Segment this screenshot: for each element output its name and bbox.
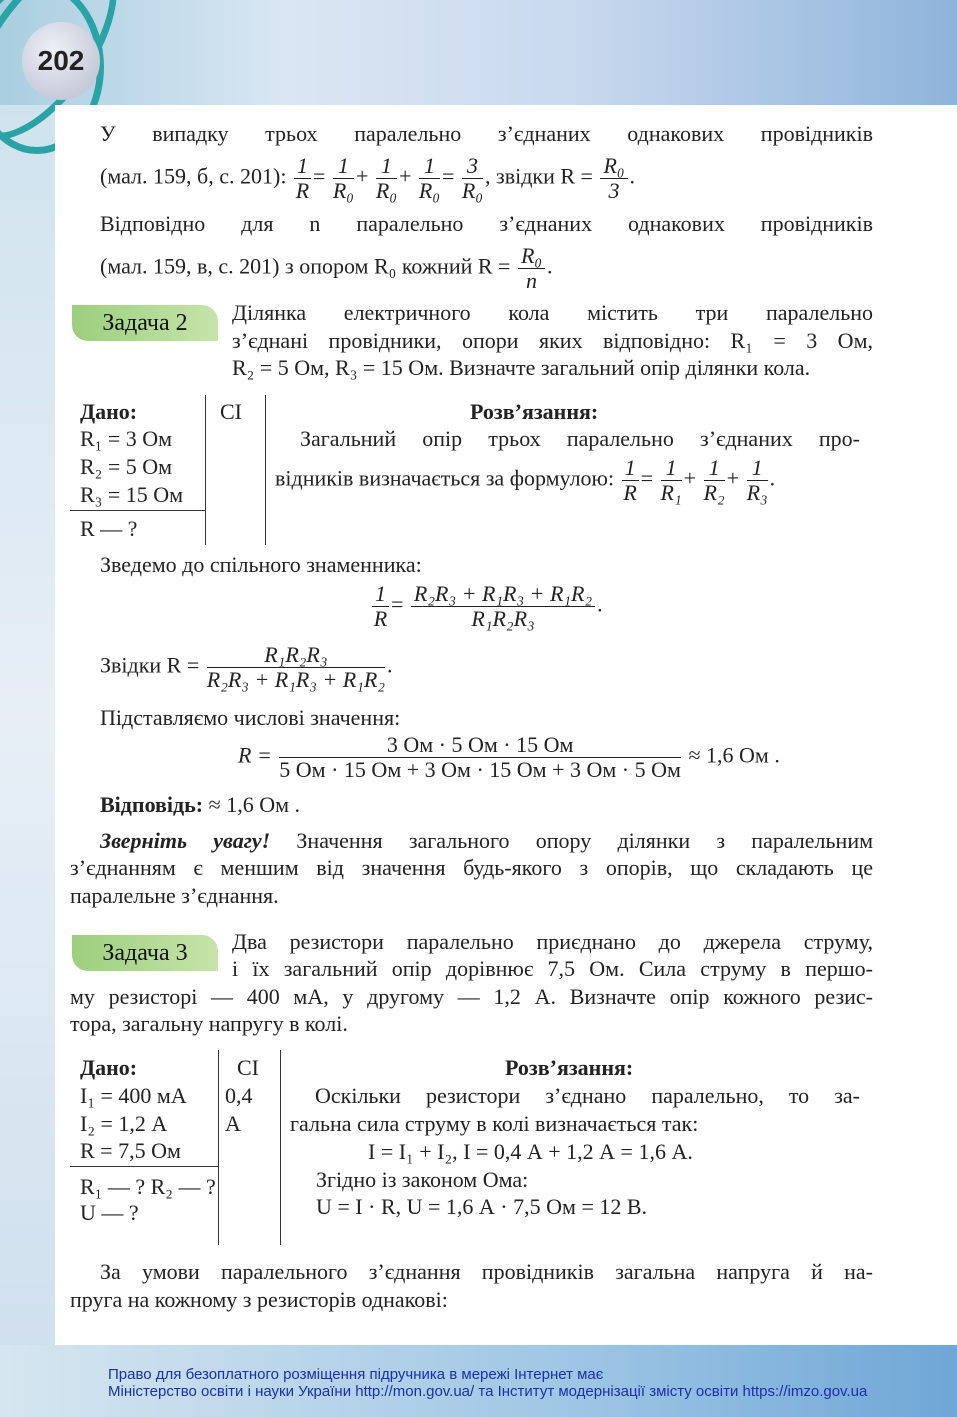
find-value: U — ? bbox=[80, 1200, 139, 1225]
text: (мал. 159, б, с. 201): bbox=[100, 163, 287, 189]
text-line: Підставляємо числові значення: bbox=[100, 705, 401, 730]
text: , звідки R = bbox=[485, 163, 593, 189]
left-margin-background bbox=[0, 105, 55, 1345]
fraction: $\frac{\text{R₀}}{n}$ bbox=[518, 244, 545, 293]
task-3-line: і їх загальний опір дорівнює 7,5 Ом. Сила струму в першо- bbox=[232, 956, 873, 981]
task-2-line: Ділянка електричного кола містить три паралельно bbox=[232, 300, 873, 325]
fraction: $\frac{1}{\text{R₂}}$ bbox=[703, 455, 725, 505]
divider bbox=[70, 510, 205, 511]
note-emphasis: Зверніть увагу! bbox=[100, 828, 271, 853]
intro-line-2: (мал. 159, б, с. 201): $\frac{1}{R}$ = $\frac{1}{\text{R₀}}$ + $\frac{1}{\text{R₀}}$ + $\frac{1}{\text{R₀}}$ = $\frac{3}{\text{R₀}}$ , звідки R = $\frac{\text{R₀}}{3}$ . bbox=[100, 153, 636, 203]
si-value: А bbox=[225, 1111, 241, 1136]
solution-formula: I = I₁ + I₂, I = 0,4 А + 1,2 А = 1,6 А. bbox=[368, 1139, 693, 1164]
fraction: $\frac{1}{\text{R₀}}$ bbox=[332, 153, 354, 203]
intro-line-3: Відповідно для n паралельно з’єднаних однакових провідників bbox=[100, 211, 873, 236]
text-line: пруга на кожному з резисторів однакові: bbox=[70, 1287, 448, 1312]
intro-line-4: (мал. 159, в, с. 201) з опором R₀ кожний R = $\frac{\text{R₀}}{n}$ . bbox=[100, 243, 553, 293]
task-2-line: з’єднані провідники, опори яких відповідно: R₁ = 3 Ом, bbox=[232, 328, 873, 353]
given-value: R₁ = 3 Ом bbox=[80, 426, 173, 451]
given-title: Дано: bbox=[80, 399, 138, 424]
fraction: $\frac{1}{R}$ bbox=[373, 581, 388, 631]
intro-line-1: У випадку трьох паралельно з’єднаних однакових провідників bbox=[100, 121, 873, 146]
formula: Звідки R = $\frac{\text{R₁R₂R₃}}{\text{R₂R₃ + R₁R₃ + R₁R₂}}$ . bbox=[100, 642, 393, 692]
fraction: $\frac{3}{\text{R₀}}$ bbox=[461, 153, 483, 203]
fraction: $\frac{1}{\text{R₁}}$ bbox=[660, 455, 682, 505]
task-3-line: Два резистори паралельно приєднано до джерела струму, bbox=[232, 929, 873, 954]
fraction: $\frac{\text{R₀}}{3}$ bbox=[600, 154, 627, 203]
footer-line: Міністерство освіти і науки України http://mon.gov.ua/ та Інститут модернізації змісту освіти https://imzo.gov.ua bbox=[108, 1383, 868, 1400]
task-2-badge: Задача 2 bbox=[72, 305, 218, 341]
header-background bbox=[0, 0, 957, 105]
text: відників визначається за формулою: bbox=[275, 465, 615, 491]
given-title: Дано: bbox=[80, 1055, 138, 1080]
given-value: R = 7,5 Ом bbox=[80, 1138, 181, 1163]
fraction: $\frac{\text{R₂R₃ + R₁R₃ + R₁R₂}}{\text{R₁R₂R₃}}$ bbox=[411, 582, 595, 631]
text: Значення загального опору ділянки з паралельним bbox=[296, 828, 874, 853]
solution-text: гальна сила струму в колі визначається так: bbox=[290, 1111, 699, 1136]
solution-text: Оскільки резистори з’єднано паралельно, то за- bbox=[315, 1083, 860, 1108]
task-3-badge: Задача 3 bbox=[72, 935, 218, 971]
formula: $\frac{1}{R}$ = $\frac{\text{R₂R₃ + R₁R₃ + R₁R₂}}{\text{R₁R₂R₃}}$ . bbox=[373, 581, 603, 631]
given-value: R₃ = 15 Ом bbox=[80, 482, 184, 507]
find-value: R₁ — ? R₂ — ? bbox=[80, 1174, 216, 1199]
fraction: $\frac{1}{\text{R₀}}$ bbox=[375, 153, 397, 203]
fraction: $\frac{3 Ом \cdot 5 Ом \cdot 15 Ом}{5 Ом \cdot 15 Ом + 3 Ом \cdot 15 Ом + 3 Ом \cdot 5 Ом}$ bbox=[279, 732, 681, 782]
given-value: R₂ = 5 Ом bbox=[80, 454, 173, 479]
note-line bbox=[100, 827, 873, 855]
divider bbox=[70, 1166, 218, 1167]
solution-text: Згідно із законом Ома: bbox=[316, 1167, 529, 1192]
given-value: I₁ = 400 мА bbox=[80, 1083, 187, 1108]
divider bbox=[280, 1050, 281, 1245]
fraction: $\frac{1}{R}$ bbox=[295, 153, 310, 203]
solution-title: Розв’язання: bbox=[505, 1055, 634, 1080]
solution-text: Загальний опір трьох паралельно з’єднаних про- bbox=[300, 426, 860, 451]
find-value: R — ? bbox=[80, 516, 138, 541]
task-3-line: му резисторі — 400 мА, у другому — 1,2 А. Визначте опір кожного резис- bbox=[70, 984, 873, 1009]
text: R = bbox=[238, 742, 272, 768]
solution-formula: U = I · R, U = 1,6 А · 7,5 Ом = 12 В. bbox=[316, 1194, 648, 1219]
task-3-line: тора, загальну напругу в колі. bbox=[70, 1011, 348, 1036]
text-line: Зведемо до спільного знаменника: bbox=[100, 552, 422, 577]
text-line: За умови паралельного з’єднання провідників загальна напруга й на- bbox=[100, 1259, 873, 1284]
si-title: СІ bbox=[220, 399, 242, 424]
fraction: $\frac{\text{R₁R₂R₃}}{\text{R₂R₃ + R₁R₃ + R₁R₂}}$ bbox=[206, 642, 385, 692]
given-value: I₂ = 1,2 А bbox=[80, 1111, 168, 1136]
fraction: $\frac{1}{\text{R₀}}$ bbox=[418, 153, 440, 203]
fraction: $\frac{1}{R}$ bbox=[623, 455, 637, 505]
divider bbox=[205, 395, 206, 545]
text: Звідки R = bbox=[100, 652, 200, 678]
solution-title: Розв’язання: bbox=[470, 399, 599, 424]
note-line: паралельне з’єднання. bbox=[70, 883, 279, 908]
answer-value: ≈ 1,6 Ом . bbox=[208, 792, 301, 817]
task-2-line: R₂ = 5 Ом, R₃ = 15 Ом. Визначте загальний опір ділянки кола. bbox=[232, 355, 811, 380]
solution-text: відників визначається за формулою: $\frac{1}{R}$ = $\frac{1}{\text{R₁}}$ + $\frac{1}{\text{R₂}}$ + $\frac{1}{\text{R₃}}$ . bbox=[275, 455, 776, 505]
si-title: СІ bbox=[237, 1055, 259, 1080]
divider bbox=[265, 395, 266, 545]
answer bbox=[100, 791, 300, 819]
text: (мал. 159, в, с. 201) з опором R₀ кожний R = bbox=[100, 253, 511, 279]
note-line: з’єднанням є меншим від значення будь-якого з опорів, що складають це bbox=[70, 855, 873, 880]
footer-line: Право для безоплатного розміщення підручника в мережі Інтернет має bbox=[108, 1366, 604, 1383]
text: ≈ 1,6 Ом . bbox=[688, 742, 780, 768]
divider bbox=[218, 1050, 219, 1245]
si-value: 0,4 bbox=[225, 1083, 253, 1108]
formula bbox=[238, 733, 780, 782]
answer-label: Відповідь: bbox=[100, 792, 204, 817]
page-number: 202 bbox=[22, 22, 100, 100]
fraction: $\frac{1}{\text{R₃}}$ bbox=[746, 455, 768, 505]
